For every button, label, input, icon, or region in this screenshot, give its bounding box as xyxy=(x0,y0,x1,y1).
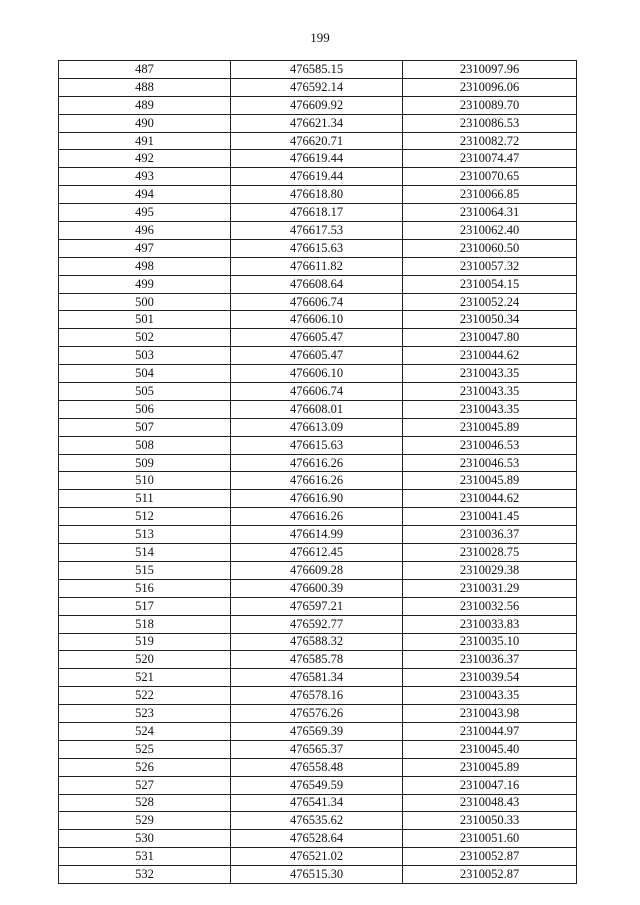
y-coordinate-cell: 2310043.35 xyxy=(403,687,577,705)
x-coordinate-cell: 476616.26 xyxy=(231,508,403,526)
x-coordinate-cell: 476606.10 xyxy=(231,365,403,383)
y-coordinate-cell: 2310043.35 xyxy=(403,365,577,383)
x-coordinate-cell: 476585.15 xyxy=(231,61,403,79)
table-row xyxy=(59,418,577,436)
point-number-cell: 517 xyxy=(59,597,231,615)
table-row xyxy=(59,96,577,114)
x-coordinate-cell: 476581.34 xyxy=(231,669,403,687)
x-coordinate-cell: 476606.10 xyxy=(231,311,403,329)
x-coordinate-cell: 476588.32 xyxy=(231,633,403,651)
table-row xyxy=(59,490,577,508)
y-coordinate-cell: 2310066.85 xyxy=(403,186,577,204)
x-coordinate-cell: 476576.26 xyxy=(231,705,403,723)
y-coordinate-cell: 2310052.87 xyxy=(403,848,577,866)
point-number-cell: 511 xyxy=(59,490,231,508)
y-coordinate-cell: 2310050.33 xyxy=(403,812,577,830)
point-number-cell: 532 xyxy=(59,866,231,884)
point-number-cell: 514 xyxy=(59,544,231,562)
point-number-cell: 522 xyxy=(59,687,231,705)
point-number-cell: 529 xyxy=(59,812,231,830)
point-number-cell: 527 xyxy=(59,776,231,794)
table-row xyxy=(59,794,577,812)
x-coordinate-cell: 476618.17 xyxy=(231,204,403,222)
point-number-cell: 528 xyxy=(59,794,231,812)
y-coordinate-cell: 2310046.53 xyxy=(403,436,577,454)
table-row xyxy=(59,544,577,562)
point-number-cell: 530 xyxy=(59,830,231,848)
point-number-cell: 498 xyxy=(59,257,231,275)
coordinates-table-body xyxy=(59,61,577,884)
y-coordinate-cell: 2310052.87 xyxy=(403,866,577,884)
y-coordinate-cell: 2310089.70 xyxy=(403,96,577,114)
y-coordinate-cell: 2310035.10 xyxy=(403,633,577,651)
x-coordinate-cell: 476597.21 xyxy=(231,597,403,615)
y-coordinate-cell: 2310054.15 xyxy=(403,275,577,293)
y-coordinate-cell: 2310096.06 xyxy=(403,78,577,96)
x-coordinate-cell: 476585.78 xyxy=(231,651,403,669)
x-coordinate-cell: 476592.77 xyxy=(231,615,403,633)
y-coordinate-cell: 2310043.35 xyxy=(403,383,577,401)
point-number-cell: 513 xyxy=(59,526,231,544)
x-coordinate-cell: 476613.09 xyxy=(231,418,403,436)
table-row xyxy=(59,758,577,776)
x-coordinate-cell: 476616.90 xyxy=(231,490,403,508)
x-coordinate-cell: 476619.44 xyxy=(231,168,403,186)
point-number-cell: 519 xyxy=(59,633,231,651)
table-row xyxy=(59,239,577,257)
coordinates-table xyxy=(58,60,577,884)
x-coordinate-cell: 476614.99 xyxy=(231,526,403,544)
y-coordinate-cell: 2310031.29 xyxy=(403,579,577,597)
y-coordinate-cell: 2310044.62 xyxy=(403,347,577,365)
point-number-cell: 506 xyxy=(59,400,231,418)
table-row xyxy=(59,508,577,526)
table-row xyxy=(59,830,577,848)
table-row xyxy=(59,222,577,240)
x-coordinate-cell: 476528.64 xyxy=(231,830,403,848)
x-coordinate-cell: 476565.37 xyxy=(231,740,403,758)
x-coordinate-cell: 476569.39 xyxy=(231,722,403,740)
x-coordinate-cell: 476619.44 xyxy=(231,150,403,168)
y-coordinate-cell: 2310097.96 xyxy=(403,61,577,79)
point-number-cell: 487 xyxy=(59,61,231,79)
table-row xyxy=(59,722,577,740)
table-row xyxy=(59,329,577,347)
y-coordinate-cell: 2310044.62 xyxy=(403,490,577,508)
table-row xyxy=(59,740,577,758)
x-coordinate-cell: 476608.01 xyxy=(231,400,403,418)
point-number-cell: 504 xyxy=(59,365,231,383)
y-coordinate-cell: 2310046.53 xyxy=(403,454,577,472)
x-coordinate-cell: 476606.74 xyxy=(231,293,403,311)
x-coordinate-cell: 476605.47 xyxy=(231,347,403,365)
table-row xyxy=(59,257,577,275)
point-number-cell: 518 xyxy=(59,615,231,633)
table-row xyxy=(59,812,577,830)
x-coordinate-cell: 476609.28 xyxy=(231,561,403,579)
x-coordinate-cell: 476558.48 xyxy=(231,758,403,776)
y-coordinate-cell: 2310057.32 xyxy=(403,257,577,275)
point-number-cell: 507 xyxy=(59,418,231,436)
table-row xyxy=(59,615,577,633)
table-row xyxy=(59,561,577,579)
point-number-cell: 494 xyxy=(59,186,231,204)
x-coordinate-cell: 476541.34 xyxy=(231,794,403,812)
y-coordinate-cell: 2310050.34 xyxy=(403,311,577,329)
point-number-cell: 515 xyxy=(59,561,231,579)
y-coordinate-cell: 2310086.53 xyxy=(403,114,577,132)
y-coordinate-cell: 2310051.60 xyxy=(403,830,577,848)
table-row xyxy=(59,597,577,615)
x-coordinate-cell: 476578.16 xyxy=(231,687,403,705)
x-coordinate-cell: 476616.26 xyxy=(231,472,403,490)
table-row xyxy=(59,633,577,651)
table-row xyxy=(59,150,577,168)
table-row xyxy=(59,186,577,204)
y-coordinate-cell: 2310082.72 xyxy=(403,132,577,150)
y-coordinate-cell: 2310074.47 xyxy=(403,150,577,168)
point-number-cell: 503 xyxy=(59,347,231,365)
x-coordinate-cell: 476617.53 xyxy=(231,222,403,240)
table-row xyxy=(59,651,577,669)
x-coordinate-cell: 476615.63 xyxy=(231,239,403,257)
y-coordinate-cell: 2310043.98 xyxy=(403,705,577,723)
table-row xyxy=(59,275,577,293)
point-number-cell: 508 xyxy=(59,436,231,454)
point-number-cell: 502 xyxy=(59,329,231,347)
x-coordinate-cell: 476621.34 xyxy=(231,114,403,132)
x-coordinate-cell: 476521.02 xyxy=(231,848,403,866)
point-number-cell: 523 xyxy=(59,705,231,723)
y-coordinate-cell: 2310039.54 xyxy=(403,669,577,687)
point-number-cell: 524 xyxy=(59,722,231,740)
table-row xyxy=(59,168,577,186)
point-number-cell: 496 xyxy=(59,222,231,240)
y-coordinate-cell: 2310062.40 xyxy=(403,222,577,240)
y-coordinate-cell: 2310028.75 xyxy=(403,544,577,562)
point-number-cell: 495 xyxy=(59,204,231,222)
point-number-cell: 526 xyxy=(59,758,231,776)
y-coordinate-cell: 2310064.31 xyxy=(403,204,577,222)
table-row xyxy=(59,436,577,454)
point-number-cell: 500 xyxy=(59,293,231,311)
y-coordinate-cell: 2310045.89 xyxy=(403,418,577,436)
point-number-cell: 491 xyxy=(59,132,231,150)
table-row xyxy=(59,293,577,311)
table-row xyxy=(59,454,577,472)
x-coordinate-cell: 476612.45 xyxy=(231,544,403,562)
point-number-cell: 516 xyxy=(59,579,231,597)
table-row xyxy=(59,383,577,401)
y-coordinate-cell: 2310036.37 xyxy=(403,651,577,669)
x-coordinate-cell: 476535.62 xyxy=(231,812,403,830)
table-row xyxy=(59,114,577,132)
y-coordinate-cell: 2310052.24 xyxy=(403,293,577,311)
point-number-cell: 501 xyxy=(59,311,231,329)
table-row xyxy=(59,579,577,597)
x-coordinate-cell: 476605.47 xyxy=(231,329,403,347)
table-row xyxy=(59,848,577,866)
table-row xyxy=(59,78,577,96)
point-number-cell: 499 xyxy=(59,275,231,293)
table-row xyxy=(59,526,577,544)
point-number-cell: 488 xyxy=(59,78,231,96)
point-number-cell: 512 xyxy=(59,508,231,526)
point-number-cell: 509 xyxy=(59,454,231,472)
table-row xyxy=(59,311,577,329)
x-coordinate-cell: 476609.92 xyxy=(231,96,403,114)
table-row xyxy=(59,472,577,490)
y-coordinate-cell: 2310045.40 xyxy=(403,740,577,758)
y-coordinate-cell: 2310032.56 xyxy=(403,597,577,615)
point-number-cell: 525 xyxy=(59,740,231,758)
point-number-cell: 531 xyxy=(59,848,231,866)
y-coordinate-cell: 2310044.97 xyxy=(403,722,577,740)
table-row xyxy=(59,866,577,884)
y-coordinate-cell: 2310048.43 xyxy=(403,794,577,812)
table-row xyxy=(59,669,577,687)
x-coordinate-cell: 476515.30 xyxy=(231,866,403,884)
y-coordinate-cell: 2310047.16 xyxy=(403,776,577,794)
table-row xyxy=(59,132,577,150)
table-row xyxy=(59,400,577,418)
y-coordinate-cell: 2310036.37 xyxy=(403,526,577,544)
y-coordinate-cell: 2310070.65 xyxy=(403,168,577,186)
x-coordinate-cell: 476615.63 xyxy=(231,436,403,454)
y-coordinate-cell: 2310043.35 xyxy=(403,400,577,418)
y-coordinate-cell: 2310045.89 xyxy=(403,472,577,490)
x-coordinate-cell: 476606.74 xyxy=(231,383,403,401)
table-row xyxy=(59,347,577,365)
x-coordinate-cell: 476616.26 xyxy=(231,454,403,472)
y-coordinate-cell: 2310060.50 xyxy=(403,239,577,257)
point-number-cell: 510 xyxy=(59,472,231,490)
x-coordinate-cell: 476611.82 xyxy=(231,257,403,275)
table-row xyxy=(59,776,577,794)
y-coordinate-cell: 2310047.80 xyxy=(403,329,577,347)
x-coordinate-cell: 476600.39 xyxy=(231,579,403,597)
x-coordinate-cell: 476608.64 xyxy=(231,275,403,293)
y-coordinate-cell: 2310041.45 xyxy=(403,508,577,526)
point-number-cell: 489 xyxy=(59,96,231,114)
table-row xyxy=(59,61,577,79)
table-row xyxy=(59,204,577,222)
point-number-cell: 520 xyxy=(59,651,231,669)
x-coordinate-cell: 476620.71 xyxy=(231,132,403,150)
point-number-cell: 521 xyxy=(59,669,231,687)
point-number-cell: 497 xyxy=(59,239,231,257)
table-row xyxy=(59,365,577,383)
y-coordinate-cell: 2310029.38 xyxy=(403,561,577,579)
point-number-cell: 505 xyxy=(59,383,231,401)
point-number-cell: 493 xyxy=(59,168,231,186)
point-number-cell: 490 xyxy=(59,114,231,132)
x-coordinate-cell: 476549.59 xyxy=(231,776,403,794)
point-number-cell: 492 xyxy=(59,150,231,168)
table-row xyxy=(59,687,577,705)
x-coordinate-cell: 476592.14 xyxy=(231,78,403,96)
page-number: 199 xyxy=(310,30,330,45)
y-coordinate-cell: 2310045.89 xyxy=(403,758,577,776)
y-coordinate-cell: 2310033.83 xyxy=(403,615,577,633)
x-coordinate-cell: 476618.80 xyxy=(231,186,403,204)
table-row xyxy=(59,705,577,723)
